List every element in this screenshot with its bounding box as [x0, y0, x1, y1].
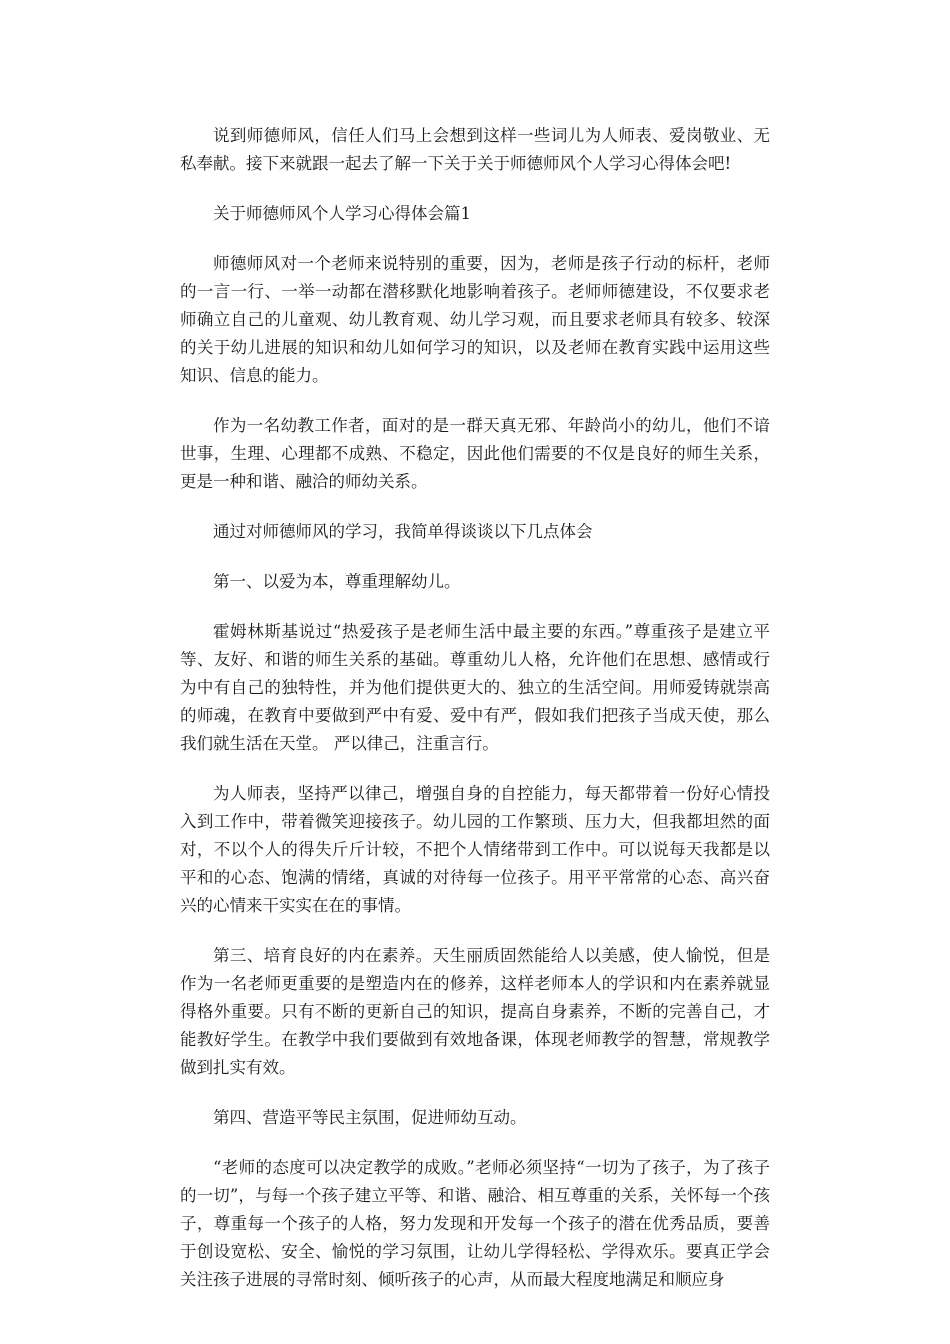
- document-body: [180, 122, 770, 1316]
- body-paragraph: 通过对师德师风的学习，我简单得谈谈以下几点体会: [213, 522, 593, 541]
- body-paragraph: 作为一名幼教工作者，面对的是一群天真无邪、年龄尚小的幼儿，他们不谙世事，生理、心理都不成熟、不稳定，因此他们需要的不仅是良好的师生关系，更是一种和谐、融洽的师幼关系。: [180, 416, 770, 491]
- body-paragraph: 师德师风对一个老师来说特别的重要，因为，老师是孩子行动的标杆，老师的一言一行、一举一动都在潜移默化地影响着孩子。老师师德建设，不仅要求老师确立自己的儿童观、幼儿教育观、幼儿学习观，而且要求老师具有较多、较深的关于幼儿进展的知识和幼儿如何学习的知识，以及老师在教育实践中运用这些知识、信息的能力。: [180, 254, 770, 385]
- intro-paragraph: 说到师德师风，信任人们马上会想到这样一些词儿为人师表、爱岗敬业、无私奉献。接下来就跟一起去了解一下关于关于师德师风个人学习心得体会吧!: [180, 126, 770, 173]
- section-heading: 关于师德师风个人学习心得体会篇1: [213, 204, 471, 223]
- point-heading-first: 第一、以爱为本，尊重理解幼儿。: [213, 572, 461, 591]
- body-paragraph: “老师的态度可以决定教学的成败。”老师必须坚持“一切为了孩子，为了孩子的一切”，与每一个孩子建立平等、和谐、融洽、相互尊重的关系，关怀每一个孩子，尊重每一个孩子的人格，努力发现和开发每一个孩子的潜在优秀品质，要善于创设宽松、安全、愉悦的学习氛围，让幼儿学得轻松、学得欢乐。要真正学会关注孩子进展的寻常时刻、倾听孩子的心声，从而最大程度地满足和顺应身: [180, 1158, 770, 1289]
- point-paragraph-third: 第三、培育良好的内在素养。天生丽质固然能给人以美感，使人愉悦，但是作为一名老师更重要的是塑造内在的修养，这样老师本人的学识和内在素养就显得格外重要。只有不断的更新自己的知识，提高自身素养，不断的完善自己，才能教好学生。在教学中我们要做到有效地备课，体现老师教学的智慧，常规教学做到扎实有效。: [180, 946, 770, 1077]
- point-heading-fourth: 第四、营造平等民主氛围，促进师幼互动。: [213, 1108, 527, 1127]
- body-paragraph: 霍姆林斯基说过“热爱孩子是老师生活中最主要的东西。”尊重孩子是建立平等、友好、和谐的师生关系的基础。尊重幼儿人格，允许他们在思想、感情或行为中有自己的独特性，并为他们提供更大的、独立的生活空间。用师爱铸就崇高的师魂，在教育中要做到严中有爱、爱中有严，假如我们把孩子当成天使，那么我们就生活在天堂。 严以律己，注重言行。: [180, 622, 770, 753]
- body-paragraph: 为人师表，坚持严以律己，增强自身的自控能力，每天都带着一份好心情投入到工作中，带着微笑迎接孩子。幼儿园的工作繁琐、压力大，但我都坦然的面对，不以个人的得失斤斤计较，不把个人情绪带到工作中。可以说每天我都是以平和的心态、饱满的情绪，真诚的对待每一位孩子。用平平常常的心态、高兴奋兴的心情来干实实在在的事情。: [180, 784, 770, 915]
